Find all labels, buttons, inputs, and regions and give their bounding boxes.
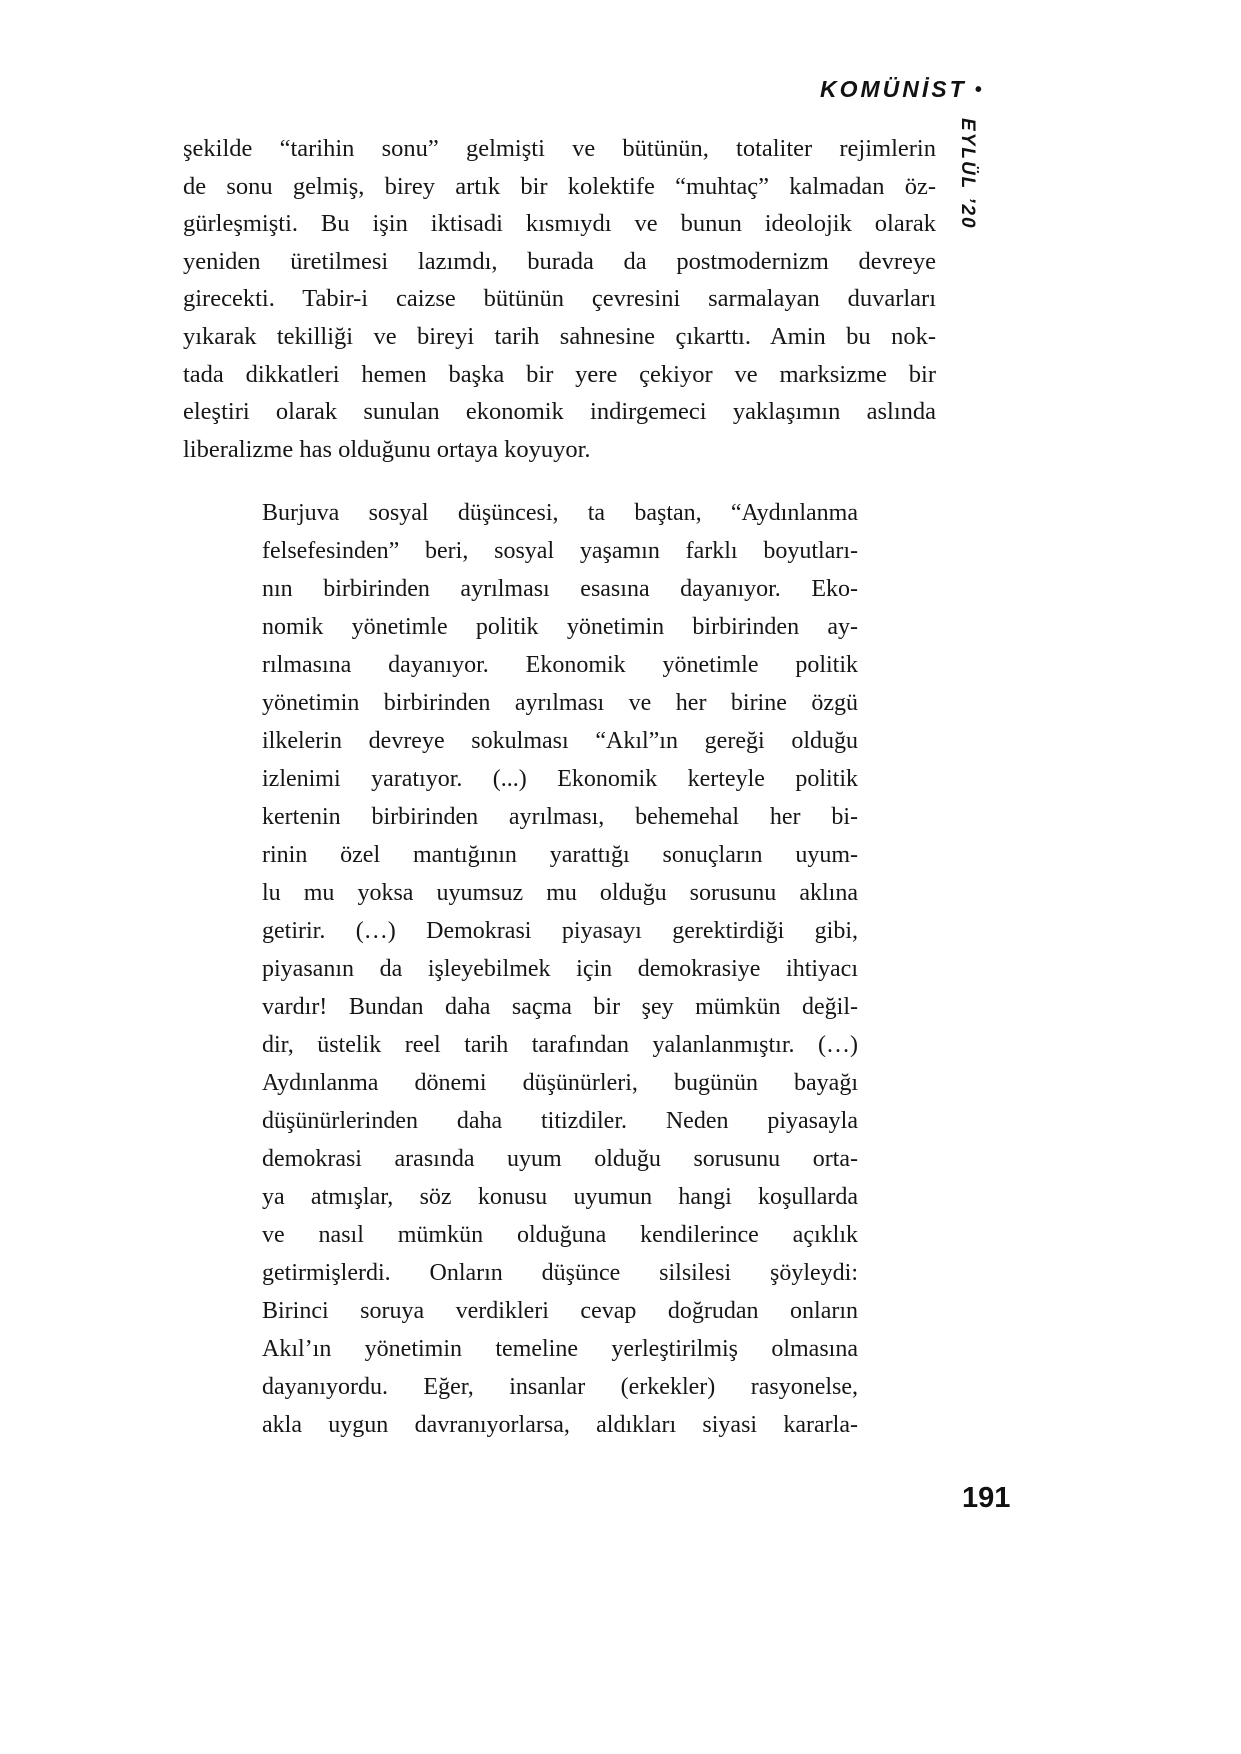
quote-line: nın birbirinden ayrılması esasına dayanıyor. Eko- — [262, 576, 858, 603]
quote-line: düşünürlerinden daha titizdiler. Neden piyasayla — [262, 1108, 858, 1135]
quote-line: getirmişlerdi. Onların düşünce silsilesi şöyleydi: — [262, 1260, 858, 1287]
quote-line: izlenimi yaratıyor. (...) Ekonomik kerteyle politik — [262, 766, 858, 793]
quote-line: ve nasıl mümkün olduğuna kendilerince açıklık — [262, 1222, 858, 1249]
paragraph-line: gürleşmişti. Bu işin iktisadi kısmıydı ve bunun ideolojik olarak — [183, 210, 936, 238]
quote-line: nomik yönetimle politik yönetimin birbirinden ay- — [262, 614, 858, 641]
quote-line: rılmasına dayanıyor. Ekonomik yönetimle politik — [262, 652, 858, 679]
paragraph-line: liberalizme has olduğunu ortaya koyuyor. — [183, 435, 591, 463]
quote-line: dayanıyordu. Eğer, insanlar (erkekler) rasyonelse, — [262, 1374, 858, 1401]
paragraph-line: eleştiri olarak sunulan ekonomik indirgemeci yaklaşımın aslında — [183, 398, 936, 426]
quote-line: Burjuva sosyal düşüncesi, ta baştan, “Aydınlanma — [262, 500, 858, 527]
journal-title: KOMÜNİST — [820, 76, 967, 102]
quote-line: Akıl’ın yönetimin temeline yerleştirilmiş olmasına — [262, 1336, 858, 1363]
paragraph-line: tada dikkatleri hemen başka bir yere çekiyor ve marksizme bir — [183, 360, 936, 388]
quote-line: dir, üstelik reel tarih tarafından yalanlanmıştır. (…) — [262, 1032, 858, 1059]
page-number: 191 — [962, 1482, 1011, 1514]
quote-line: demokrasi arasında uyum olduğu sorusunu orta- — [262, 1146, 858, 1173]
issue-date-label: EYLÜL ’20 — [957, 118, 978, 230]
quote-line: rinin özel mantığının yarattığı sonuçların uyum- — [262, 842, 858, 869]
quote-line: Birinci soruya verdikleri cevap doğrudan onların — [262, 1298, 858, 1325]
paragraph-line: girecekti. Tabir-i caizse bütünün çevresini sarmalayan duvarları — [183, 285, 936, 313]
quote-line: getirir. (…) Demokrasi piyasayı gerektirdiği gibi, — [262, 918, 858, 945]
quote-line: lu mu yoksa uyumsuz mu olduğu sorusunu aklına — [262, 880, 858, 907]
quote-line: ilkelerin devreye sokulması “Akıl”ın gereği olduğu — [262, 728, 858, 755]
body-text — [183, 130, 936, 1444]
quote-line: akla uygun davranıyorlarsa, aldıkları siyasi kararla- — [262, 1412, 858, 1439]
quote-line: piyasanın da işleyebilmek için demokrasiye ihtiyacı — [262, 956, 858, 983]
paragraph-line: yeniden üretilmesi lazımdı, burada da postmodernizm devreye — [183, 247, 936, 275]
block-quote — [262, 494, 858, 1444]
main-paragraph — [183, 130, 936, 468]
page-header — [820, 76, 1020, 103]
header-bullet-icon: • — [974, 79, 982, 101]
paragraph-line: yıkarak tekilliği ve bireyi tarih sahnesine çıkarttı. Amin bu nok- — [183, 322, 936, 350]
quote-line: yönetimin birbirinden ayrılması ve her birine özgü — [262, 690, 858, 717]
quote-line: kertenin birbirinden ayrılması, behemehal her bi- — [262, 804, 858, 831]
quote-line: ya atmışlar, söz konusu uyumun hangi koşullarda — [262, 1184, 858, 1211]
quote-line: Aydınlanma dönemi düşünürleri, bugünün bayağı — [262, 1070, 858, 1097]
paragraph-line: şekilde “tarihin sonu” gelmişti ve bütünün, totaliter rejimlerin — [183, 135, 936, 162]
paragraph-line: de sonu gelmiş, birey artık bir kolektife “muhtaç” kalmadan öz- — [183, 172, 936, 200]
quote-line: felsefesinden” beri, sosyal yaşamın farklı boyutları- — [262, 538, 858, 565]
quote-line: vardır! Bundan daha saçma bir şey mümkün değil- — [262, 994, 858, 1021]
